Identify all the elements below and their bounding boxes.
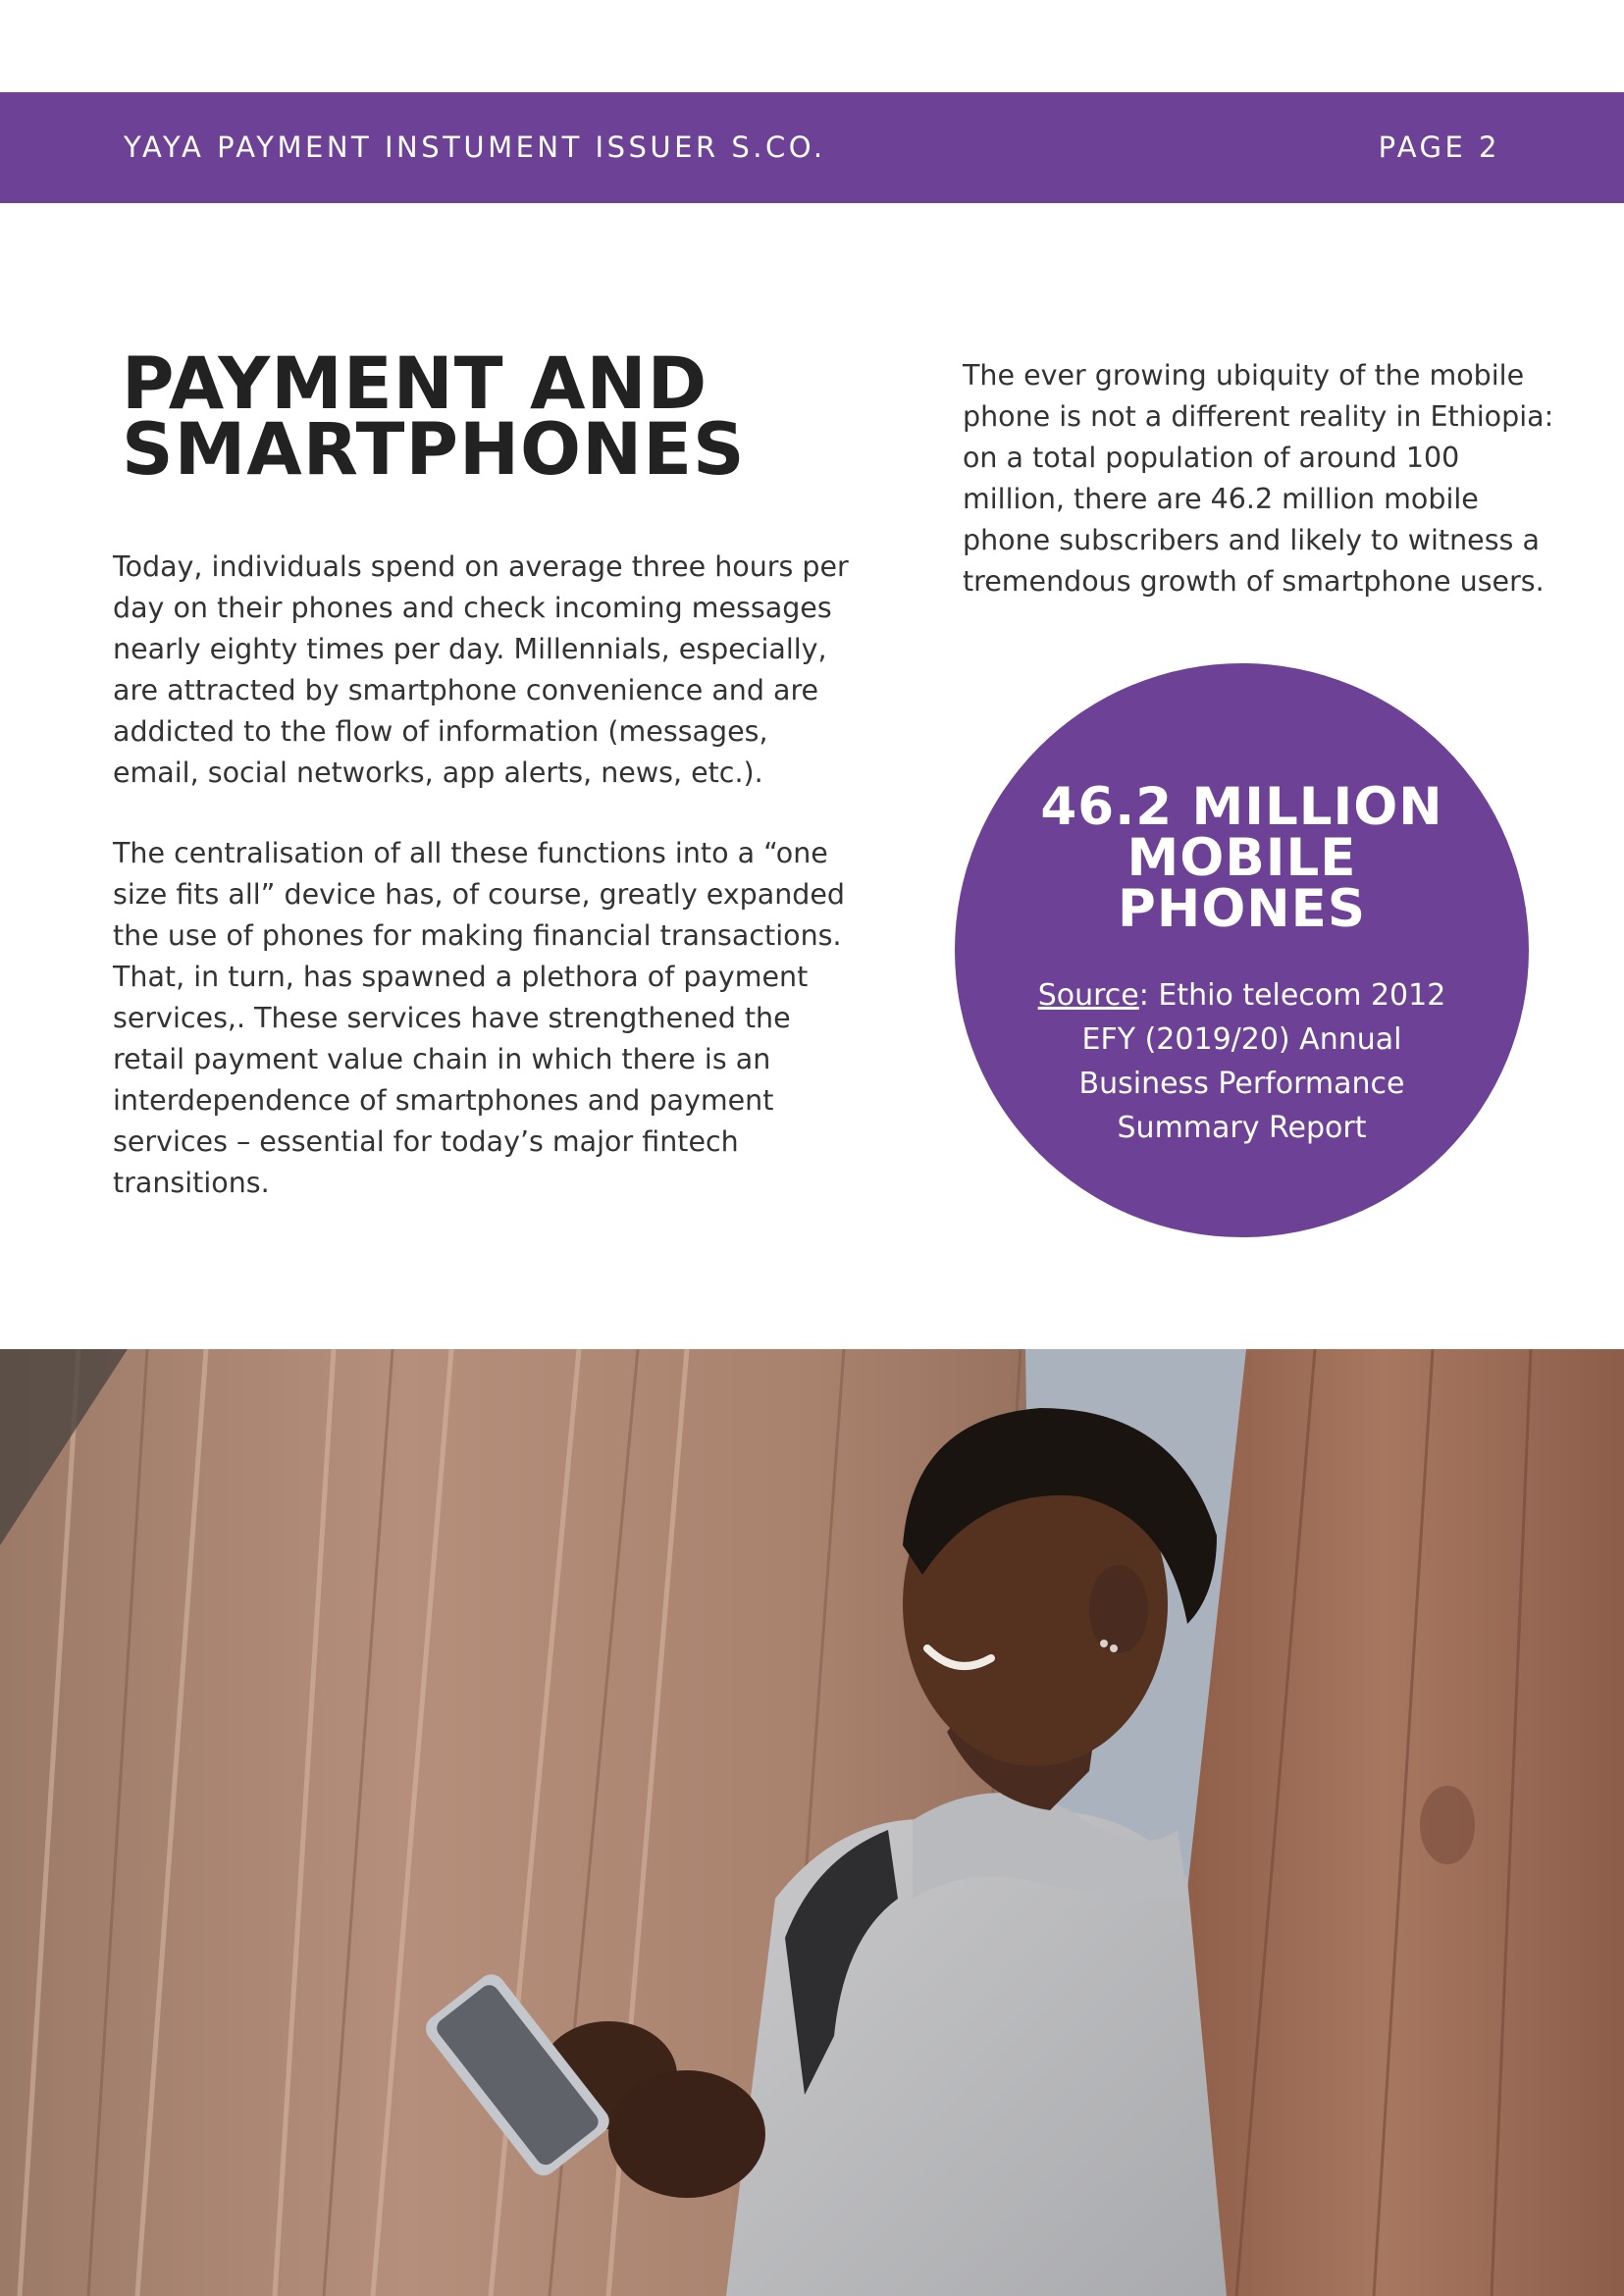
company-name: YAYA PAYMENT INSTUMENT ISSUER S.CO. xyxy=(124,130,826,164)
centralisation-paragraph-line: transitions. xyxy=(113,1167,270,1199)
photo-illustration xyxy=(0,1349,1624,2296)
centralisation-paragraph-line: the use of phones for making financial transactions. xyxy=(113,919,842,952)
intro-paragraph-line: day on their phones and check incoming messages xyxy=(113,592,832,624)
source-link[interactable]: Source xyxy=(1037,978,1139,1013)
intro-paragraph xyxy=(113,547,849,794)
centralisation-paragraph xyxy=(113,833,845,1204)
intro-paragraph-line: Today, individuals spend on average three hours per xyxy=(113,550,849,583)
stat-source-line: EFY (2019/20) Annual xyxy=(1081,1022,1402,1057)
stat-source-line: Summary Report xyxy=(1117,1111,1367,1145)
intro-paragraph-line: addicted to the flow of information (messages, xyxy=(113,715,768,748)
page-title xyxy=(122,342,848,492)
header-bar xyxy=(0,92,1624,203)
intro-paragraph-line: nearly eighty times per day. Millennials, especially, xyxy=(113,633,827,665)
ethiopia-paragraph xyxy=(963,355,1554,602)
stat-source-text: : Ethio telecom 2012 xyxy=(1138,978,1446,1013)
ethiopia-paragraph-line: on a total population of around 100 xyxy=(963,442,1460,474)
ethiopia-paragraph-line: tremendous growth of smartphone users. xyxy=(963,565,1545,598)
ethiopia-paragraph-line: phone is not a different reality in Ethiopia: xyxy=(963,400,1554,433)
intro-paragraph-line: email, social networks, app alerts, news, etc.). xyxy=(113,757,763,789)
stat-source-line: Business Performance xyxy=(1078,1067,1405,1101)
stat-headline-line: PHONES xyxy=(1118,879,1366,939)
ethiopia-paragraph-line: million, there are 46.2 million mobile xyxy=(963,483,1479,515)
stat-source-line xyxy=(955,973,1529,1018)
stat-source-citation xyxy=(955,973,1529,1150)
centralisation-paragraph-line: The centralisation of all these functions into a “one xyxy=(113,837,828,869)
intro-paragraph-line: are attracted by smartphone convenience and are xyxy=(113,674,819,706)
page-title-line-2: SMARTPHONES xyxy=(122,408,746,492)
hero-photo-man-with-smartphone xyxy=(0,1349,1624,2296)
ethiopia-paragraph-line: phone subscribers and likely to witness a xyxy=(963,524,1540,556)
centralisation-paragraph-line: size fits all” device has, of course, greatly expanded xyxy=(113,878,845,911)
stat-headline xyxy=(955,777,1529,939)
centralisation-paragraph-line: interdependence of smartphones and payment xyxy=(113,1084,774,1117)
centralisation-paragraph-line: services – essential for today’s major fintech xyxy=(113,1125,739,1158)
stat-headline-line: 46.2 MILLION xyxy=(1040,777,1443,837)
centralisation-paragraph-line: services,. These services have strengthened the xyxy=(113,1002,791,1034)
stat-callout-circle xyxy=(955,663,1529,1237)
page-number: PAGE 2 xyxy=(1378,130,1500,164)
stat-headline-line: MOBILE xyxy=(1126,828,1357,888)
ethiopia-paragraph-line: The ever growing ubiquity of the mobile xyxy=(963,359,1525,391)
page-title-line-1: PAYMENT AND xyxy=(122,342,708,426)
centralisation-paragraph-line: That, in turn, has spawned a plethora of payment xyxy=(113,961,809,993)
centralisation-paragraph-line: retail payment value chain in which there is an xyxy=(113,1043,771,1075)
